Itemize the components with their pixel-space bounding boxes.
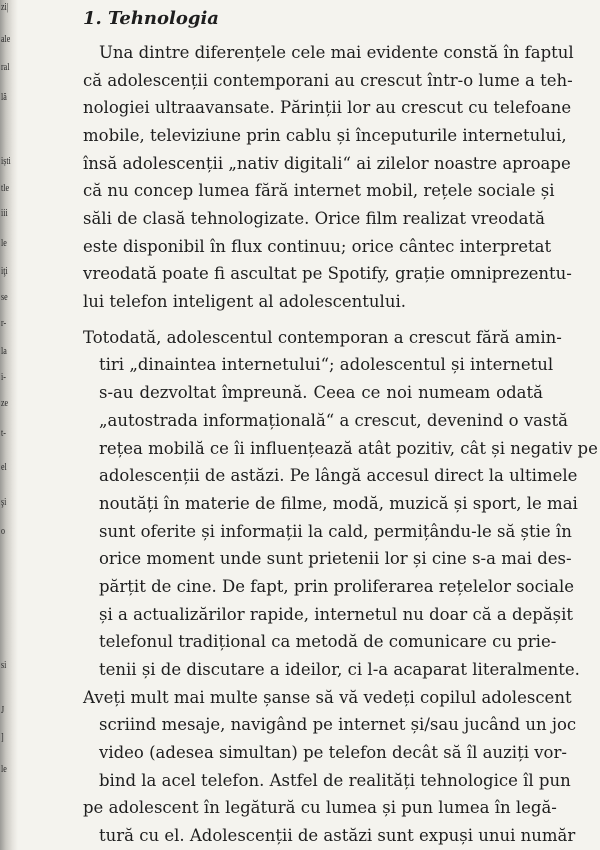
paragraph-line: pe adolescent în legătură cu lumea și pun lumea în legă- xyxy=(83,798,557,817)
paragraph-line: nologiei ultraavansate. Părinții lor au crescut cu telefoane xyxy=(83,98,572,117)
margin-fragment: iii xyxy=(1,208,8,219)
margin-fragment: iţi xyxy=(1,266,8,277)
margin-fragment: ze xyxy=(1,398,9,409)
margin-fragment: si xyxy=(1,660,7,671)
margin-fragment: r- xyxy=(1,318,7,329)
margin-fragment: tle xyxy=(1,183,9,194)
paragraph-line: video (adesea simultan) pe telefon decât să îl auziți vor- xyxy=(99,743,567,762)
margin-fragment: zi| xyxy=(1,2,9,13)
paragraph-line: orice moment unde sunt prietenii lor și cine s-a mai des- xyxy=(99,549,572,568)
paragraph-line: scriind mesaje, navigând pe internet și/sau jucând un joc xyxy=(99,715,577,734)
margin-fragment: ral xyxy=(1,62,10,73)
paragraph-line: „autostrada informațională“ a crescut, devenind o vastă xyxy=(99,411,568,430)
paragraph-line: adolescenții de astăzi. Pe lângă accesul direct la ultimele xyxy=(99,466,578,485)
paragraph-line: tură cu el. Adolescenții de astăzi sunt expuși unui număr xyxy=(99,826,576,845)
paragraph-line: este disponibil în flux continuu; orice cântec interpretat xyxy=(83,237,552,256)
paragraph-line: mobile, televiziune prin cablu și începuturile internetului, xyxy=(83,126,567,145)
binding-gutter xyxy=(0,0,18,850)
section-heading: 1. Tehnologia xyxy=(83,8,219,29)
margin-fragment: ale xyxy=(1,34,11,45)
paragraph-line: că nu concep lumea fără internet mobil, rețele sociale și xyxy=(83,181,555,200)
paragraph-line: rețea mobilă ce îi influențează atât pozitiv, cât și negativ pe xyxy=(99,439,598,458)
paragraph-line: sunt oferite și informații la cald, permițându-le să știe în xyxy=(99,522,572,541)
margin-fragment: el xyxy=(1,462,7,473)
margin-fragment: ] xyxy=(1,732,4,743)
margin-fragment: t- xyxy=(1,428,6,439)
margin-fragment: la xyxy=(1,346,7,357)
paragraph-line: bind la acel telefon. Astfel de realități tehnologice îl pun xyxy=(99,771,571,790)
paragraph-line: telefonul tradițional ca metodă de comunicare cu prie- xyxy=(99,632,557,651)
margin-fragment: lă xyxy=(1,92,7,103)
paragraph-line: și a actualizărilor rapide, internetul nu doar că a depășit xyxy=(99,605,574,624)
paragraph-line: săli de clasă tehnologizate. Orice film realizat vreodată xyxy=(83,209,545,228)
margin-fragment: o xyxy=(1,526,5,537)
paragraph-line: Totodată, adolescentul contemporan a crescut fără amin- xyxy=(83,328,562,347)
margin-fragment: le xyxy=(1,238,7,249)
paragraph-line: Una dintre diferențele cele mai evidente constă în faptul xyxy=(99,43,574,62)
paragraph-line: noutăți în materie de filme, modă, muzică și sport, le mai xyxy=(99,494,578,513)
paragraph-line: lui telefon inteligent al adolescentului. xyxy=(83,292,406,311)
paragraph-line: însă adolescenții „nativ digitali“ ai zilelor noastre aproape xyxy=(83,154,571,173)
margin-fragment: le xyxy=(1,764,7,775)
margin-fragment: iști xyxy=(1,156,11,167)
margin-fragment: i- xyxy=(1,372,6,383)
paragraph-line: tenii și de discutare a ideilor, ci l-a acaparat literalmente. xyxy=(99,660,580,679)
paragraph-line: că adolescenții contemporani au crescut într-o lume a teh- xyxy=(83,71,573,90)
paragraph-line: Aveți mult mai multe șanse să vă vedeți copilul adolescent xyxy=(83,688,572,707)
margin-fragment: J xyxy=(1,705,5,716)
paragraph-line: tiri „dinaintea internetului“; adolescentul și internetul xyxy=(99,355,554,374)
margin-fragment: şi xyxy=(1,497,7,508)
paragraph-line: părțit de cine. De fapt, prin proliferarea rețelelor sociale xyxy=(99,577,575,596)
paragraph-line: vreodată poate fi ascultat pe Spotify, grație omniprezentu- xyxy=(83,264,572,283)
paragraph-line: s-au dezvoltat împreună. Ceea ce noi numeam odată xyxy=(99,383,543,402)
margin-fragment: se xyxy=(1,292,8,303)
